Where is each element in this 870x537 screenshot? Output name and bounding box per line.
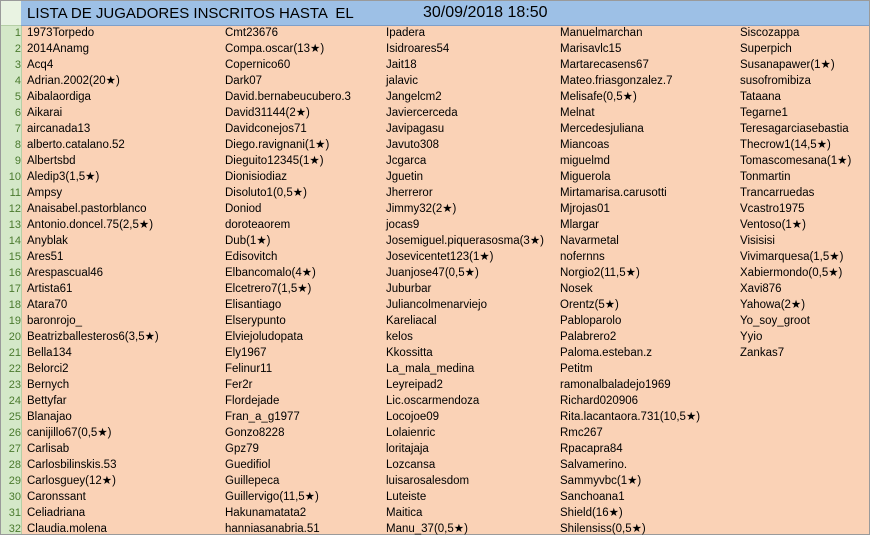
player-cell[interactable]: Marisavlc15 bbox=[560, 43, 622, 55]
player-cell[interactable]: Rmc267 bbox=[560, 427, 603, 439]
row-number: 13 bbox=[8, 219, 21, 231]
player-cell[interactable]: Kareliacal bbox=[386, 315, 437, 327]
row-number: 8 bbox=[14, 139, 21, 151]
player-cell[interactable]: Flordejade bbox=[225, 395, 280, 407]
player-cell[interactable]: Navarmetal bbox=[560, 235, 619, 247]
player-cell[interactable]: Arespascual46 bbox=[27, 267, 104, 279]
player-cell[interactable]: Nosek bbox=[560, 283, 593, 295]
player-cell[interactable]: Vcastro1975 bbox=[740, 203, 805, 215]
row-number: 10 bbox=[8, 171, 21, 183]
player-cell[interactable]: Xabiermondo(0,5★) bbox=[740, 267, 843, 279]
player-cell[interactable]: Paloma.esteban.z bbox=[560, 347, 653, 359]
player-cell[interactable]: Salvamerino. bbox=[560, 459, 628, 471]
row-number: 9 bbox=[14, 155, 21, 167]
player-cell[interactable]: Lolaienric bbox=[386, 427, 436, 439]
player-cell[interactable]: La_mala_medina bbox=[386, 363, 475, 375]
title-bar bbox=[21, 1, 869, 26]
row-number: 15 bbox=[8, 251, 21, 263]
player-cell[interactable]: Bernych bbox=[27, 379, 70, 391]
player-cell[interactable]: kelos bbox=[386, 331, 413, 343]
player-cell[interactable]: hanniasanabria.51 bbox=[225, 523, 320, 535]
player-cell[interactable]: Palabrero2 bbox=[560, 331, 617, 343]
player-cell[interactable]: Dieguito12345(1★) bbox=[225, 155, 324, 167]
row-number: 12 bbox=[8, 203, 21, 215]
player-cell[interactable]: Vivimarquesa(1,5★) bbox=[740, 251, 844, 263]
row-number: 25 bbox=[8, 411, 21, 423]
player-cell[interactable]: Zankas7 bbox=[740, 347, 785, 359]
player-cell[interactable]: Fer2r bbox=[225, 379, 253, 391]
player-cell[interactable]: miguelmd bbox=[560, 155, 610, 167]
player-cell[interactable]: Carlosguey(12★) bbox=[27, 475, 116, 487]
player-cell[interactable]: Gonzo8228 bbox=[225, 427, 285, 439]
header-datetime: 30/09/2018 18:50 bbox=[423, 4, 548, 21]
player-cell[interactable]: Ampsy bbox=[27, 187, 63, 199]
player-cell[interactable]: Dub(1★) bbox=[225, 235, 271, 247]
player-cell[interactable]: jocas9 bbox=[386, 219, 420, 231]
player-cell[interactable]: Richard020906 bbox=[560, 395, 639, 407]
player-cell[interactable]: Compa.oscar(13★) bbox=[225, 43, 325, 55]
player-cell[interactable]: Maitica bbox=[386, 507, 423, 519]
player-cell[interactable]: Juliancolmenarviejo bbox=[386, 299, 487, 311]
player-cell[interactable]: Carlisab bbox=[27, 443, 70, 455]
row-number: 7 bbox=[14, 123, 21, 135]
row-number: 29 bbox=[8, 475, 21, 487]
row-number: 21 bbox=[8, 347, 21, 359]
player-cell[interactable]: Siscozappa bbox=[740, 27, 800, 39]
player-cell[interactable]: Leyreipad2 bbox=[386, 379, 443, 391]
player-cell[interactable]: Miguerola bbox=[560, 171, 611, 183]
player-cell[interactable]: Locojoe09 bbox=[386, 411, 440, 423]
row-number: 6 bbox=[14, 107, 21, 119]
player-cell[interactable]: Susanapawer(1★) bbox=[740, 59, 835, 71]
player-cell[interactable]: Anaisabel.pastorblanco bbox=[27, 203, 147, 215]
player-cell[interactable]: Yyio bbox=[740, 331, 763, 343]
player-cell[interactable]: Lic.oscarmendoza bbox=[386, 395, 480, 407]
player-cell[interactable]: Isidroares54 bbox=[386, 43, 450, 55]
player-cell[interactable]: Diego.ravignani(1★) bbox=[225, 139, 330, 151]
player-cell[interactable]: Tegarne1 bbox=[740, 107, 788, 119]
player-cell[interactable]: baronrojo_ bbox=[27, 315, 82, 327]
player-cell[interactable]: Sanchoana1 bbox=[560, 491, 625, 503]
player-cell[interactable]: Martarecasens67 bbox=[560, 59, 649, 71]
player-cell[interactable]: Antonio.doncel.75(2,5★) bbox=[27, 219, 154, 231]
row-number: 2 bbox=[14, 43, 21, 55]
row-number: 17 bbox=[8, 283, 21, 295]
row-number: 28 bbox=[8, 459, 21, 471]
player-cell[interactable]: Adrian.2002(20★) bbox=[27, 75, 120, 87]
player-cell[interactable]: nofernns bbox=[560, 251, 605, 263]
player-cell[interactable]: Jguetin bbox=[386, 171, 424, 183]
player-cell[interactable]: Yahowa(2★) bbox=[740, 299, 806, 311]
player-cell[interactable]: Ely1967 bbox=[225, 347, 267, 359]
player-cell[interactable]: Tomascomesana(1★) bbox=[740, 155, 852, 167]
player-cell[interactable]: Caronssant bbox=[27, 491, 86, 503]
player-cell[interactable]: Artista61 bbox=[27, 283, 73, 295]
player-cell[interactable]: alberto.catalano.52 bbox=[27, 139, 125, 151]
player-cell[interactable]: Ares51 bbox=[27, 251, 64, 263]
player-cell[interactable]: Petitm bbox=[560, 363, 593, 375]
player-cell[interactable]: Thecrow1(14,5★) bbox=[740, 139, 831, 151]
player-cell[interactable]: Jangelcm2 bbox=[386, 91, 442, 103]
row-number: 30 bbox=[8, 491, 21, 503]
player-cell[interactable]: Jherreror bbox=[386, 187, 433, 199]
player-cell[interactable]: Jait18 bbox=[386, 59, 417, 71]
player-cell[interactable]: Davidconejos71 bbox=[225, 123, 307, 135]
row-number: 26 bbox=[8, 427, 21, 439]
player-cell[interactable]: Belorci2 bbox=[27, 363, 69, 375]
player-cell[interactable]: Javiercerceda bbox=[386, 107, 458, 119]
player-cell[interactable]: David31144(2★) bbox=[225, 107, 310, 119]
player-cell[interactable]: Carlosbilinskis.53 bbox=[27, 459, 117, 471]
player-cell[interactable]: Anyblak bbox=[27, 235, 68, 247]
player-cell[interactable]: Shield(16★) bbox=[560, 507, 623, 519]
player-cell[interactable]: Josevicentet123(1★) bbox=[386, 251, 494, 263]
player-cell[interactable]: 2014Anamg bbox=[27, 43, 90, 55]
player-cell[interactable]: Juburbar bbox=[386, 283, 432, 295]
player-cell[interactable]: ramonalbaladejo1969 bbox=[560, 379, 671, 391]
player-cell[interactable]: Jimmy32(2★) bbox=[386, 203, 457, 215]
gutter-header bbox=[1, 1, 21, 26]
player-cell[interactable]: Mirtamarisa.carusotti bbox=[560, 187, 667, 199]
player-cell[interactable]: Ventoso(1★) bbox=[740, 219, 806, 231]
player-cell[interactable]: Rpacapra84 bbox=[560, 443, 623, 455]
row-number: 18 bbox=[8, 299, 21, 311]
row-number: 27 bbox=[8, 443, 21, 455]
row-number: 1 bbox=[14, 27, 21, 39]
player-cell[interactable]: Acq4 bbox=[27, 59, 54, 71]
row-number: 24 bbox=[8, 395, 21, 407]
player-cell[interactable]: Bettyfar bbox=[27, 395, 67, 407]
player-cell[interactable]: Elbancomalo(4★) bbox=[225, 267, 316, 279]
player-cell[interactable]: Manuelmarchan bbox=[560, 27, 643, 39]
row-number: 5 bbox=[14, 91, 21, 103]
row-number: 11 bbox=[9, 187, 21, 199]
player-cell[interactable]: Pabloparolo bbox=[560, 315, 622, 327]
player-cell[interactable]: Guillepeca bbox=[225, 475, 280, 487]
player-cell[interactable]: Tataana bbox=[740, 91, 781, 103]
player-cell[interactable]: Celiadriana bbox=[27, 507, 86, 519]
player-cell[interactable]: 1973Torpedo bbox=[27, 27, 95, 39]
player-cell[interactable]: Melnat bbox=[560, 107, 595, 119]
player-cell[interactable]: Javuto308 bbox=[386, 139, 440, 151]
player-cell[interactable]: Felinur11 bbox=[225, 363, 273, 375]
row-number: 20 bbox=[8, 331, 21, 343]
row-number: 23 bbox=[8, 379, 21, 391]
player-cell[interactable]: Elisantiago bbox=[225, 299, 282, 311]
player-cell[interactable]: Rita.lacantaora.731(10,5★) bbox=[560, 411, 701, 423]
player-cell[interactable]: Cmt23676 bbox=[225, 27, 279, 39]
player-cell[interactable]: Melisafe(0,5★) bbox=[560, 91, 637, 103]
player-cell[interactable]: Orentz(5★) bbox=[560, 299, 619, 311]
player-cell[interactable]: Fran_a_g1977 bbox=[225, 411, 300, 423]
player-cell[interactable]: Yo_soy_groot bbox=[740, 315, 810, 327]
player-cell[interactable]: Elviejoludopata bbox=[225, 331, 304, 343]
player-cell[interactable]: Visisisi bbox=[740, 235, 775, 247]
player-cell[interactable]: Dionisiodiaz bbox=[225, 171, 288, 183]
player-cell[interactable]: Teresagarciasebastia bbox=[740, 123, 849, 135]
player-cell[interactable]: Mlargar bbox=[560, 219, 599, 231]
player-cell[interactable]: Juanjose47(0,5★) bbox=[386, 267, 479, 279]
player-cell[interactable]: Guillervigo(11,5★) bbox=[225, 491, 319, 503]
player-cell[interactable]: loritajaja bbox=[386, 443, 429, 455]
page-title: LISTA DE JUGADORES INSCRITOS HASTA EL bbox=[27, 5, 354, 22]
player-cell[interactable]: Dark07 bbox=[225, 75, 263, 87]
player-cell[interactable]: Josemiguel.piquerasosma(3★) bbox=[386, 235, 544, 247]
player-cell[interactable]: Shilensiss(0,5★) bbox=[560, 523, 646, 535]
player-cell[interactable]: Gpz79 bbox=[225, 443, 259, 455]
player-cell[interactable]: Aledip3(1,5★) bbox=[27, 171, 100, 183]
player-cell[interactable]: Sammyvbc(1★) bbox=[560, 475, 642, 487]
player-cell[interactable]: Aikarai bbox=[27, 107, 63, 119]
player-cell[interactable]: Elcetrero7(1,5★) bbox=[225, 283, 312, 295]
player-cell[interactable]: Ipadera bbox=[386, 27, 426, 39]
player-cell[interactable]: Javipagasu bbox=[386, 123, 445, 135]
row-number: 31 bbox=[8, 507, 21, 519]
player-cell[interactable]: aircanada13 bbox=[27, 123, 91, 135]
player-cell[interactable]: canijillo67(0,5★) bbox=[27, 427, 112, 439]
player-cell[interactable]: Mjrojas01 bbox=[560, 203, 610, 215]
player-cell[interactable]: Kkossitta bbox=[386, 347, 433, 359]
player-cell[interactable]: Blanajao bbox=[27, 411, 72, 423]
player-cell[interactable]: Doniod bbox=[225, 203, 262, 215]
player-cell[interactable]: Manu_37(0,5★) bbox=[386, 523, 468, 535]
player-cell[interactable]: Norgio2(11,5★) bbox=[560, 267, 640, 279]
player-cell[interactable]: Mateo.friasgonzalez.7 bbox=[560, 75, 673, 87]
player-cell[interactable]: doroteaorem bbox=[225, 219, 291, 231]
player-cell[interactable]: Bella134 bbox=[27, 347, 72, 359]
player-cell[interactable]: susofromibiza bbox=[740, 75, 811, 87]
player-cell[interactable]: Trancarruedas bbox=[740, 187, 815, 199]
player-cell[interactable]: jalavic bbox=[386, 75, 418, 87]
player-cell[interactable]: Beatrizballesteros6(3,5★) bbox=[27, 331, 159, 343]
player-cell[interactable]: Hakunamatata2 bbox=[225, 507, 307, 519]
player-cell[interactable]: Copernico60 bbox=[225, 59, 291, 71]
player-cell[interactable]: Guedifiol bbox=[225, 459, 271, 471]
player-cell[interactable]: Atara70 bbox=[27, 299, 68, 311]
player-cell[interactable]: Jcgarca bbox=[386, 155, 427, 167]
player-cell[interactable]: Aibalaordiga bbox=[27, 91, 91, 103]
row-number: 14 bbox=[8, 235, 21, 247]
row-number: 3 bbox=[14, 59, 21, 71]
player-cell[interactable]: Edisovitch bbox=[225, 251, 278, 263]
player-cell[interactable]: Superpich bbox=[740, 43, 792, 55]
player-cell[interactable]: luisarosalesdom bbox=[386, 475, 470, 487]
player-cell[interactable]: Claudia.molena bbox=[27, 523, 107, 535]
player-cell[interactable]: Tonmartin bbox=[740, 171, 791, 183]
player-cell[interactable]: Lozcansa bbox=[386, 459, 436, 471]
player-cell[interactable]: David.bernabeucubero.3 bbox=[225, 91, 351, 103]
player-cell[interactable]: Albertsbd bbox=[27, 155, 76, 167]
player-cell[interactable]: Elserypunto bbox=[225, 315, 286, 327]
row-number: 16 bbox=[8, 267, 21, 279]
player-cell[interactable]: Disoluto1(0,5★) bbox=[225, 187, 307, 199]
player-cell[interactable]: Luteiste bbox=[386, 491, 427, 503]
row-number: 22 bbox=[8, 363, 21, 375]
row-number: 19 bbox=[8, 315, 21, 327]
player-cell[interactable]: Miancoas bbox=[560, 139, 610, 151]
row-number: 32 bbox=[8, 523, 21, 535]
row-number: 4 bbox=[14, 75, 21, 87]
player-cell[interactable]: Mercedesjuliana bbox=[560, 123, 644, 135]
player-cell[interactable]: Xavi876 bbox=[740, 283, 782, 295]
